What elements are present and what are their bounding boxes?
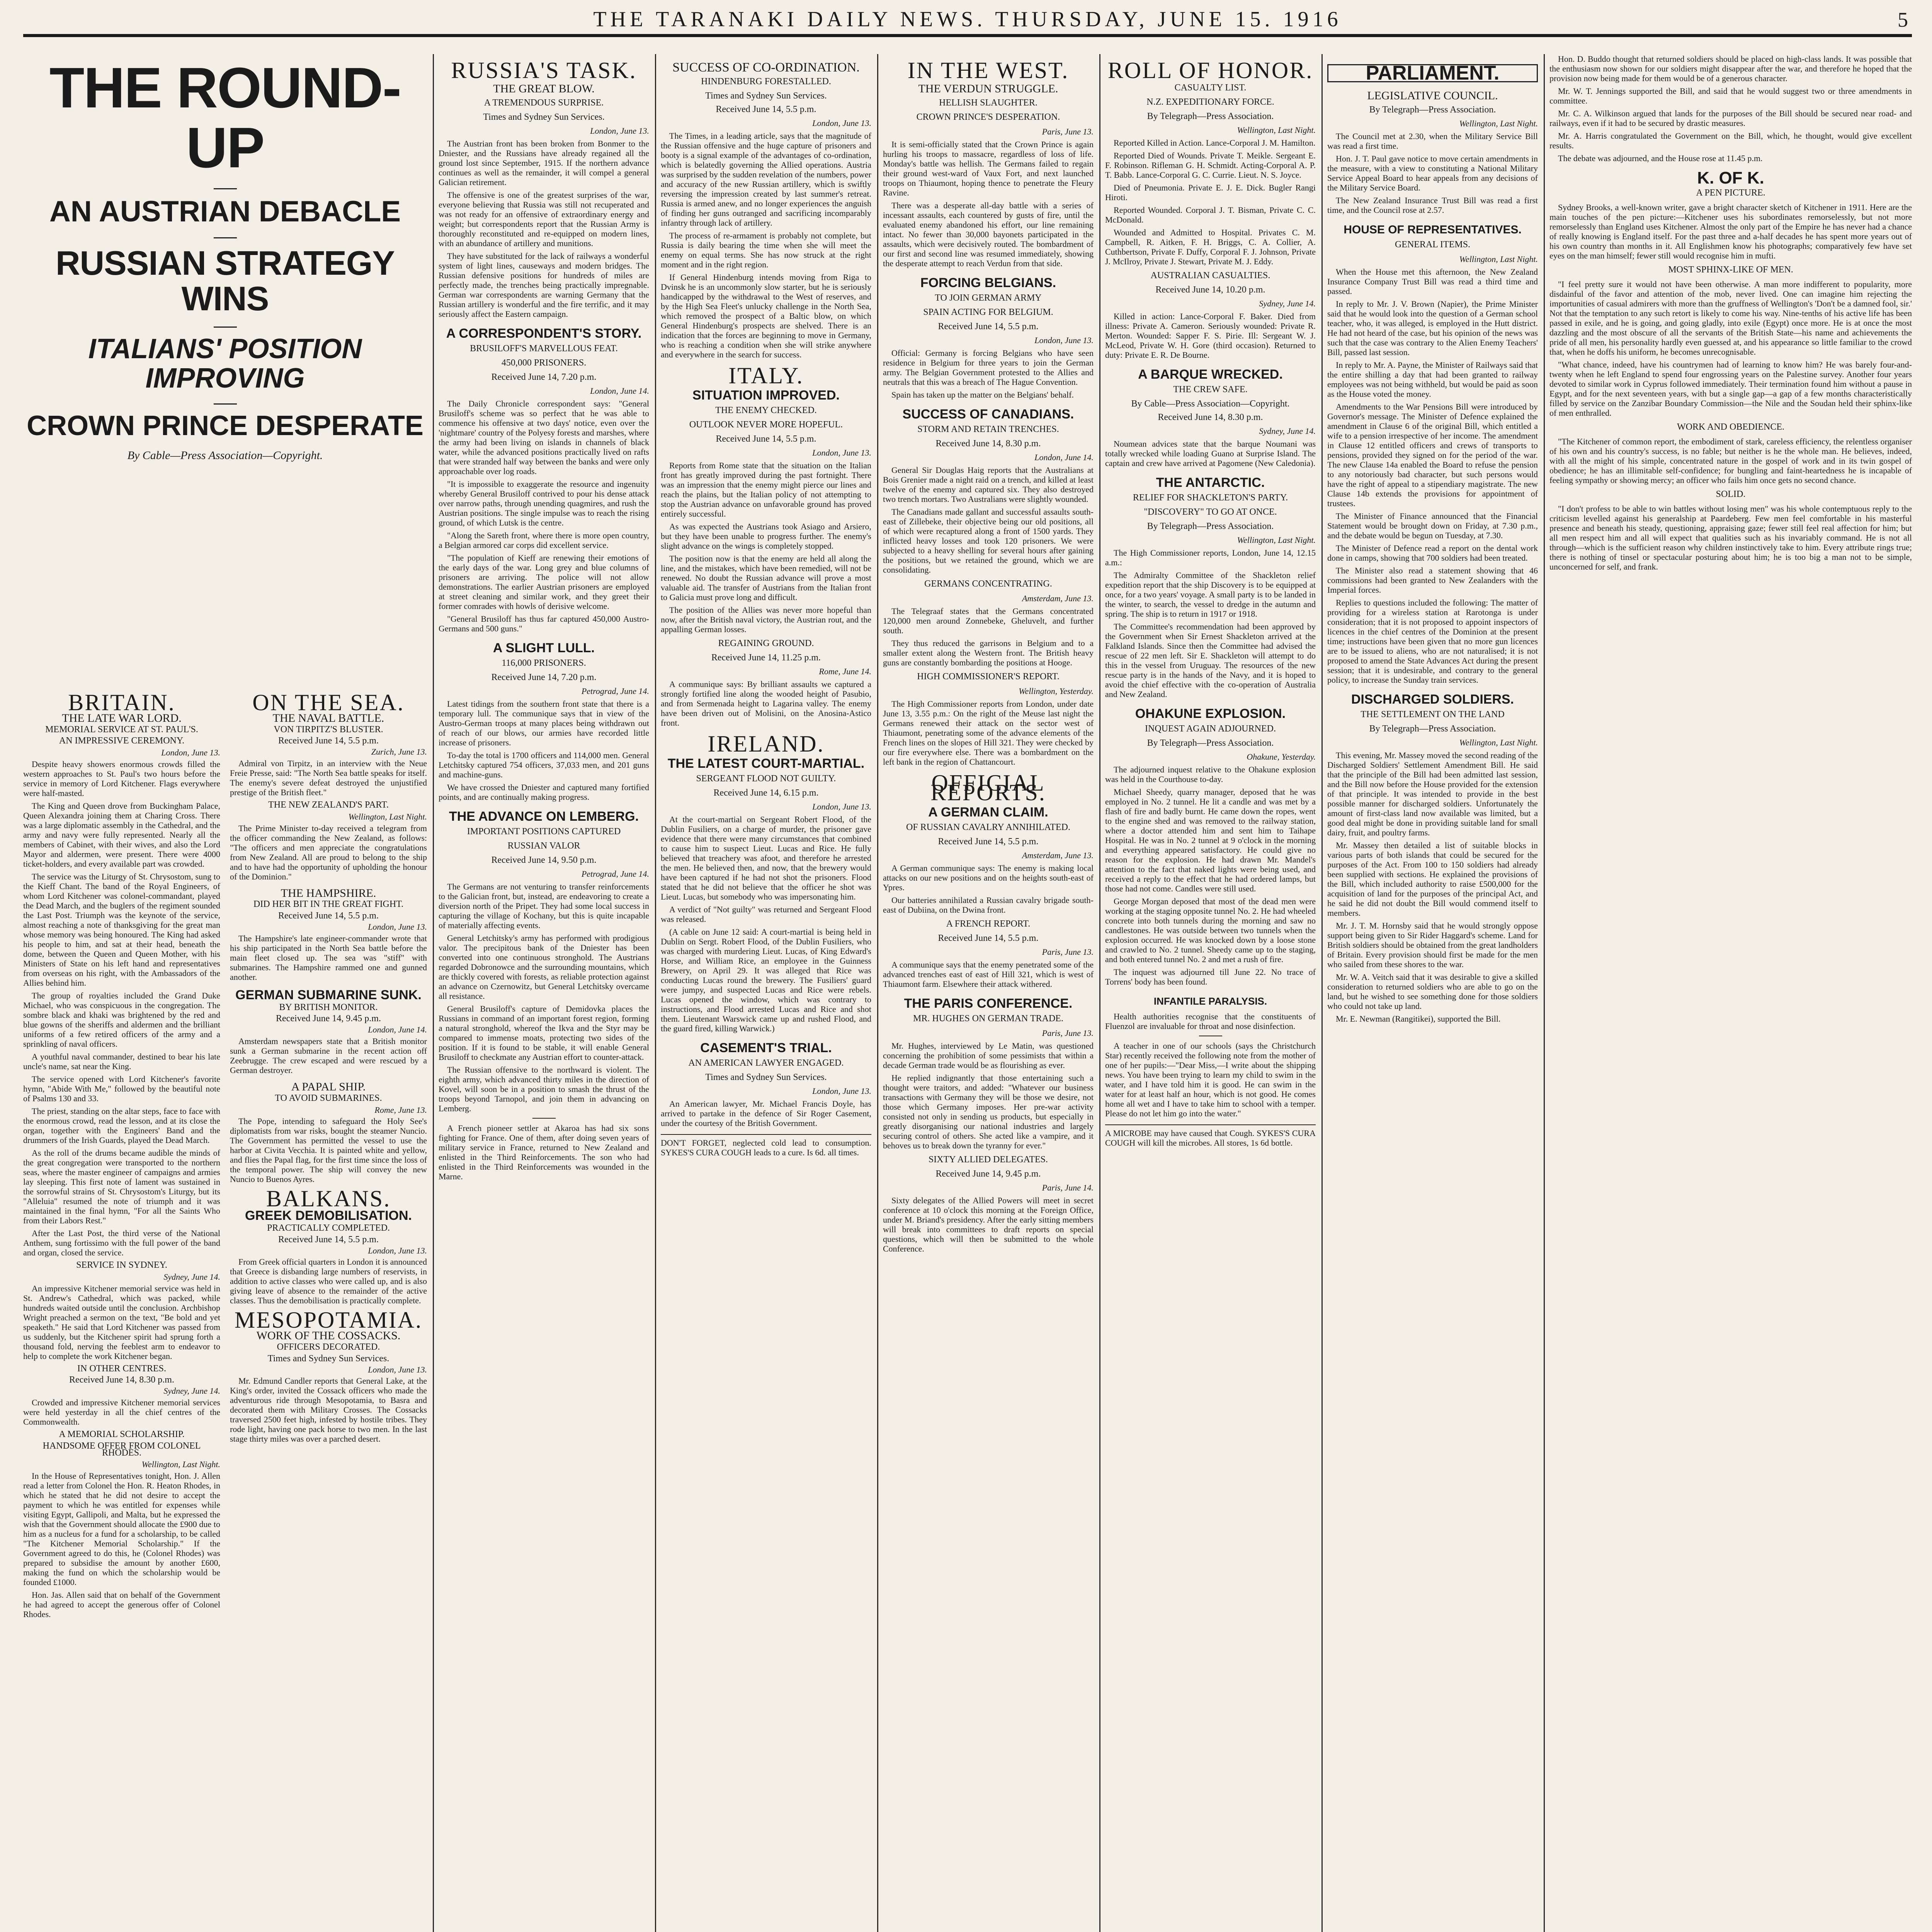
paragraph: The Prime Minister to-day received a telegram from the officer commanding the New Zealand, as follows: "The officers and men appreciate the congratulations from New Zealand. All are proud to belong to the ship and to have had the opportunity of upholding the honour of the Dominion."	[230, 823, 427, 881]
paragraph: Reported Wounded. Corporal J. T. Bisman, Private C. C. McDonald.	[1105, 205, 1316, 224]
paragraph: Wounded and Admitted to Hospital. Privates C. M. Campbell, R. Aitken, F. H. Briggs, C. A. Collier, A. Cuthbertson, Private F. Duffy, Corporal F. J. Johnson, Private J. McIlroy, Private J. Stewart, Private M. J. Eddy.	[1105, 228, 1316, 266]
paragraph: In reply to Mr. A. Payne, the Minister of Railways said that the entire shilling a day that had been granted to railway employees was not being withheld, but would be paid as soon as the House voted the money.	[1327, 360, 1538, 399]
dateline: London, June 13.	[161, 748, 220, 758]
section-ireland: IRELAND.	[707, 731, 825, 757]
dateline: Wellington, Last Night.	[1459, 254, 1538, 264]
paragraph: A teacher in one of our schools (says the Christchurch Star) recently received the following note from the mother of one of her pupils:—"Dear Miss,—I write about the shipping news. You have been trying to learn my child to swim in the water, and I have told him it is good. He can swim in the water for at least half an hour, which is not good. He comes home all wet and I have to take him to school with a temper. Please do not let him go into the water."	[1105, 1041, 1316, 1118]
on-the-sea-subcolumn	[230, 688, 427, 1447]
masthead	[23, 7, 1912, 37]
received-line: Times and Sydney Sun Services.	[483, 112, 605, 122]
paragraph: The service was the Liturgy of St. Chrysostom, sung to the Kieff Chant. The band of the Royal Engineers, of whom Lord Kitchener was colonel-commandant, played the Dead March, and the buglers of the regiment sounded the Last Post. Triumph was the keynote of the service, almost reaching a note of thanksgiving for the great man whose memory was being honoured. The King had asked his people to him, and sat at their head, beneath the dome, between the Queen and Queen Mother, with his Ministers of State on his left hand and representatives from overseas on his right, with the Ambassadors of the Allies behind him.	[23, 871, 220, 988]
paragraph: We have crossed the Dniester and captured many fortified points, and are continually making progress.	[439, 782, 649, 802]
paragraph: An impressive Kitchener memorial service was held in St. Andrew's Cathedral, which was packed, while hundreds waited outside until the conclusion. Archbishop Wright preached a sermon on the text, "Be bold and yet speaketh." He said that Lord Kitchener was passed from us suddenly, but the Kitchener spirit had sprung forth a thousand fold, nerving the feeblest arm to endeavor to help to complete the work Kitchener began.	[23, 1283, 220, 1361]
paragraph: Despite heavy showers enormous crowds filled the western approaches to St. Paul's two hours before the service in memory of Lord Kitchener. Flags everywhere were half-masted.	[23, 759, 220, 798]
sub-116000-prisoners: 116,000 PRISONERS.	[502, 658, 586, 668]
section-official-reports: OFFICIAL REPORTS.	[930, 770, 1046, 805]
paragraph: Admiral von Tirpitz, in an interview with the Neue Freie Presse, said: "The North Sea battle speaks for itself. The enemy's severe defeat destroyed the unjustified prestige of the British fleet."	[230, 758, 427, 797]
paragraph: This evening, Mr. Massey moved the second reading of the Discharged Soldiers' Settlement Amendment Bill. He said that the principle of the Bill had been admitted last session, and the Bill now before the House provided for the extension of that principle. It was intended to provide in the best possible manner for discharged soldiers. Unfortunately the amount of first-class land now available was limited, but a good deal might be done in providing suitable land for small dairy, fruit, and poultry farms.	[1327, 750, 1538, 837]
headline-round-up: THE ROUND-UP	[49, 56, 401, 180]
dateline: Paris, June 13.	[1042, 1028, 1094, 1038]
sub-verdun-struggle: THE VERDUN STRUGGLE.	[918, 82, 1058, 95]
paragraph: General Brusiloff's capture of Demidovka places the Russians in command of an important forest region, forming a natural stronghold, whereof the Ikva and the Styr may be compared to immense moats, protecting two sides of the position. If it is found to be stable, it will enable General Brusiloff to checkmate any Austrian effort to counter-attack.	[439, 1004, 649, 1062]
britain-subcolumn	[23, 688, 220, 1622]
dateline: Paris, June 13.	[1042, 947, 1094, 957]
sub-paris-conference: THE PARIS CONFERENCE.	[904, 996, 1073, 1011]
paragraph: After the Last Post, the third verse of the National Anthem, sung fortissimo with the full power of the band and organ, closed the service.	[23, 1228, 220, 1257]
paragraph: Reported Died of Wounds. Private T. Meikle. Sergeant E. F. Robinson. Rifleman G. H. Schmidt. Acting-Corporal A. P. T. Babb. Lance-Corporal G. C. Currie. Lieut. N. S. Joyce.	[1105, 151, 1316, 180]
sub-tremendous-surprise: A TREMENDOUS SURPRISE.	[484, 98, 604, 108]
paragraph: Crowded and impressive Kitchener memorial services were held yesterday in all the chief centres of the Commonwealth.	[23, 1397, 220, 1427]
paragraph: The Pope, intending to safeguard the Holy See's diplomatists from war risks, bought the steamer Nuncio. The Government has permitted the vessel to use the harbor at Civita Vecchia. It is painted white and yellow, and flies the Papal flag, for the first time since the loss of the temporal power. The ship will convey the new Nuncio to Buenos Ayres.	[230, 1116, 427, 1184]
dateline: Paris, June 13.	[1042, 127, 1094, 136]
received-line: Received June 14, 7.20 p.m.	[491, 672, 597, 682]
sub-important-positions: IMPORTANT POSITIONS CAPTURED	[467, 827, 621, 837]
paragraph: They have substituted for the lack of railways a wonderful system of light lines, causeways and modern bridges. The Russian defensive positions for hundreds of miles are perfectly made, the trenches being practically impregnable. German war correspondents are warning Germany that the Russian artillery is wonderful and the fire terrific, and it may seriously affect the Eastern campaign.	[439, 251, 649, 319]
section-in-the-west: IN THE WEST.	[907, 58, 1069, 83]
paragraph: The Austrian front has been broken from Bonmer to the Dniester, and the Russians have already regained all the ground lost since September, 1915. If the northern advance continues as well as the remainder, it will compel a general Galician retirement.	[439, 139, 649, 187]
paragraph: "The population of Kieff are renewing their emotions of the early days of the war. Long grey and blue columns of prisoners are arriving. The police will not allow demonstrations. The earlier Austrian prisoners are employed at street cleaning and similar work, and they greet their former comrades with howls of derisive welcome.	[439, 553, 649, 611]
dateline: London, June 14.	[368, 1025, 427, 1035]
sub-situation-improved: SITUATION IMPROVED.	[692, 388, 840, 403]
received-line: By Telegraph—Press Association.	[1147, 738, 1274, 748]
sub-russian-cavalry: OF RUSSIAN CAVALRY ANNIHILATED.	[906, 822, 1070, 832]
paragraph: The Minister also read a statement showing that 46 commissions had been granted to New Zealanders with the Imperial forces.	[1327, 566, 1538, 595]
paragraph: (A cable on June 12 said: A court-martial is being held in Dublin on Sergt. Robert Flood, of the Dublin Fusiliers, who was charged with murdering Lieut. Lucas, of King Edward's Horse, and William Rice, an employee in the Guinness Brewery, on April 29. It was alleged that Rice was conducting Lucas round the brewery. The Fusiliers' guard were jumpy, and suspected Lucas and Rice were rebels. Lucas opened the window, which was contrary to instructions, and Flood arrested Lucas and Rice and shot them. Lieutenant Warswick came up and rushed Flood, and the guard fired, killing Warwick.)	[661, 927, 871, 1033]
sub-sphinx-like: MOST SPHINX-LIKE OF MEN.	[1668, 265, 1793, 275]
sub-memorial-scholarship: A MEMORIAL SCHOLARSHIP.	[59, 1429, 185, 1439]
sub-pen-picture: A PEN PICTURE.	[1696, 188, 1765, 198]
column-1	[23, 54, 427, 1932]
received-line: By Cable—Press Association—Copyright.	[1131, 399, 1290, 409]
sub-practically-completed: PRACTICALLY COMPLETED.	[267, 1223, 390, 1233]
sub-impressive-ceremony: AN IMPRESSIVE CEREMONY.	[59, 736, 185, 746]
received-line: Received June 14, 8.30 p.m.	[69, 1375, 174, 1385]
paragraph: The group of royalties included the Grand Duke Michael, who was conspicuous in the congregation. The sombre black and khaki was brightened by the red and blue gowns of the sheriffs and aldermen and the brilliant uniforms of a few retired officers of the army and a sprinkling of naval officers.	[23, 990, 220, 1049]
sub-relief-shackleton: RELIEF FOR SHACKLETON'S PARTY.	[1133, 493, 1288, 503]
paragraph: Hon. D. Buddo thought that returned soldiers should be placed on high-class lands. It was possible that the enthusiasm now shown for our soldiers might disappear after the war, and therefore he hoped that the provision now being made for them would be of a generous character.	[1549, 54, 1912, 83]
sub-infantile-paralysis: INFANTILE PARALYSIS.	[1153, 995, 1267, 1007]
section-co-ordination: SUCCESS OF CO-ORDINATION.	[672, 60, 860, 75]
paragraph: A communique says: By brilliant assaults we captured a strongly fortified line along the wooded height of Pasubio, and from Sermenada height to Lagarina valley. The enemy have been driven out of Molisini, on the Anosina-Astico front.	[661, 679, 871, 728]
dateline: Wellington, Yesterday.	[1019, 686, 1094, 696]
paragraph: "I feel pretty sure it would not have been otherwise. A man more indifferent to popularity, more disdainful of the favor and attention of the mob, never lived. One can imagine him rejecting the importunities of casual admirers with more than the gruffness of Wellington's 'Don't be a damned fool, sir.' Not that the temptation to any such retort is likely to come his way. Nine-tenths of his active life has been passed in exile, and he is going, and going gladly, into exile (Egypt) once more. He is at once the most dazzling and the most obscure of all the servants of the British State—his name and achievements the pride of all men, his personality hardly even guessed at, and his appearance so little familiar to the crowd that, when he doffs his uniform, he becomes unrecognisable.	[1549, 279, 1912, 357]
sub-storm-trenches: STORM AND RETAIN TRENCHES.	[917, 424, 1059, 434]
dateline: London, June 13.	[368, 922, 427, 932]
dateline: Ohakune, Yesterday.	[1247, 752, 1316, 762]
dateline: London, June 13.	[812, 1086, 871, 1096]
paragraph: Reported Killed in Action. Lance-Corporal J. M. Hamilton.	[1114, 138, 1316, 148]
column-co-ordination	[661, 54, 871, 1932]
paragraph: The Minister of Defence read a report on the dental work done in camps, showing that 700 soldiers had been treated.	[1327, 543, 1538, 563]
column-rule	[1099, 54, 1100, 1932]
column-k-of-k	[1549, 54, 1912, 1932]
paragraph: General Letchitsky's army has performed with prodigious valor. The precipitous bank of the Dniester has been converted into one continuous stronghold. The Austrians regarded Dobronowce and the surrounding mountains, which are thickly covered with forests, as reliable protection against an advance on Czernowitz, but General Letchitsky overcame all resistance.	[439, 933, 649, 1001]
received-line: Received June 14, 11.25 p.m.	[711, 653, 821, 663]
dateline: Amsterdam, June 13.	[1022, 594, 1094, 603]
paragraph: From Greek official quarters in London it is announced that Greece is disbanding large numbers of reservists, in addition to active classes who were called up, and is also giving leave of absence to the remainder of the active classes. Thus the demobilisation is practically complete.	[230, 1257, 427, 1306]
sub-sergeant-flood: SERGEANT FLOOD NOT GUILTY.	[696, 774, 836, 784]
paragraph: To-day the total is 1700 officers and 114,000 men. General Letchitsky captured 754 officers, 37,033 men, and 201 guns and machine-guns.	[439, 750, 649, 779]
sub-great-blow: THE GREAT BLOW.	[493, 82, 595, 95]
paragraph: The Admiralty Committee of the Shackleton relief expedition report that the ship Discovery is to be equipped at once, for a two years' voyage. A small party is to be landed in the winter, to search, the vessel to dredge in the autumn and spring. The ship is to return in 1917 or 1918.	[1105, 570, 1316, 619]
dateline: Rome, June 14.	[819, 667, 871, 676]
paragraph: Mr. J. T. M. Hornsby said that he would strongly oppose support being given to Sir Rider Haggard's scheme. Land for British soldiers should be obtained from the great landholders of Britain. Every provision should first be made for the men who sailed from these shores to the war.	[1327, 921, 1538, 969]
sub-russian-valor: RUSSIAN VALOR	[507, 841, 580, 851]
dateline: London, June 13.	[812, 802, 871, 811]
dateline: London, June 13.	[368, 1364, 427, 1374]
paragraph: Amendments to the War Pensions Bill were introduced by Governor's message. The Minister of Defence explained the amendment in Clause 6 of the original Bill, which entitled a wife to a pension irrespective of her income. The amendment in Clause 12 entitled officers and crews of transports to pensions, provided they signed on for the period of the war. The new Clause 14a enabled the Board to refuse the pension to any notoriously bad character, but such persons would have the right of appeal to a stipendiary magistrate. The new Clause 14b extends the provisions for appointment of trustees.	[1327, 402, 1538, 508]
sub-join-german-army: TO JOIN GERMAN ARMY	[935, 293, 1042, 303]
received-line: Received June 14, 5.5 p.m.	[716, 104, 816, 114]
sub-outlook: OUTLOOK NEVER MORE HOPEFUL.	[689, 420, 843, 430]
received-line: By Telegraph—Press Association.	[1369, 724, 1496, 734]
sub-australian-casualties: AUSTRALIAN CASUALTIES.	[1150, 270, 1270, 281]
dateline: Petrograd, June 14.	[581, 686, 649, 696]
paragraph: The Minister of Finance announced that the Financial Statement would be brought down on Friday, at 7.30 p.m., and the debate would be begun on Tuesday, at 7.30.	[1327, 511, 1538, 540]
column-rule	[1321, 54, 1323, 1932]
sub-work-obedience: WORK AND OBEDIENCE.	[1677, 422, 1784, 432]
received-line: Received June 14, 9.45 p.m.	[276, 1014, 381, 1024]
column-rule	[433, 54, 434, 1932]
sub-general-items: GENERAL ITEMS.	[1395, 240, 1471, 250]
received-line: Times and Sydney Sun Services.	[267, 1353, 389, 1364]
received-line: Received June 14, 5.5 p.m.	[938, 837, 1039, 847]
paragraph: At the court-martial on Sergeant Robert Flood, of the Dublin Fusiliers, on a charge of murder, the prisoner gave evidence that there were many circumstances that combined to cause him to suspect Lieut. Lucas and Rice. He fully believed that treachery was afoot, and therefore he arrested the men. He believed then, and now, that the brewery would have been captured if he had not shot the prisoners. Flood stated that he did not believe that the officer he shot was Lieut. Lucas, but somebody who was impersonating him.	[661, 815, 871, 901]
paragraph: The New Zealand Insurance Trust Bill was read a first time, and the Council rose at 2.57.	[1327, 196, 1538, 215]
sub-brusiloff-feat: BRUSILOFF'S MARVELLOUS FEAT.	[470, 344, 618, 354]
sub-solid: SOLID.	[1716, 489, 1746, 499]
paragraph: The inquest was adjourned till June 22. No trace of Torrens' body has been found.	[1105, 967, 1316, 986]
sub-settlement-land: THE SETTLEMENT ON THE LAND	[1361, 709, 1505, 719]
paragraph: Mr. Edmund Candler reports that General Lake, at the King's order, invited the Cossack officers who made the adventurous ride through Mesopotamia, to Basra and decorated them with Military Crosses. The Cossacks traversed 2500 feet high, infested by hostile tribes. They rode light, having one pack horse to two men. In the last stage thirty miles was over a parched desert.	[230, 1376, 427, 1444]
sub-spain-acting: SPAIN ACTING FOR BELGIUM.	[923, 307, 1053, 317]
sub-court-martial: THE LATEST COURT-MARTIAL.	[667, 756, 865, 771]
sub-450000-prisoners: 450,000 PRISONERS.	[501, 358, 587, 368]
paragraph: The Committee's recommendation had been approved by the Government when Sir Ernest Shackleton arrived at the Falkland Islands. Since then the Committee had advised the rescue of 22 men left. Sir E. Shackleton will attempt to do this in the vessel from Uruguay. The resources of the new rescue party is in the hands of the Navy, and it is hoped to avoid the chief effective with the co-operation of Australia and New Zealand.	[1105, 622, 1316, 699]
paragraph: Mr. A. Harris congratulated the Government on the Bill, which, he thought, would give excellent results.	[1549, 131, 1912, 150]
received-line: Received June 14, 8.30 p.m.	[935, 439, 1041, 449]
paragraph: "What chance, indeed, have his countrymen had of learning to know him? He was barely four-and-twenty when he left England to spend four engrossing years on the Palestine survey. Another four years devoted to similar work in Cyprus followed immediately. Their termination found him without a pause in Egypt, and for the next seventeen years, with but a single gap—a gap of a few months characteristically filled by service on the Zanzibar Boundary Commission—the Nile and the Soudan held their sphinx-like of men enthralled.	[1549, 360, 1912, 418]
received-line: Received June 14, 10.20 p.m.	[1155, 285, 1265, 295]
dateline: Sydney, June 14.	[163, 1386, 220, 1396]
received-line: Received June 14, 8.30 p.m.	[1158, 412, 1263, 422]
sub-hughes-trade: MR. HUGHES ON GERMAN TRADE.	[913, 1014, 1063, 1024]
paragraph: Mr. C. A. Wilkinson argued that lands for the purposes of the Bill should be secured near road- and railways, even if it had to be secured by drastic measures.	[1549, 109, 1912, 128]
dateline: London, June 13.	[812, 448, 871, 457]
paragraph: The debate was adjourned, and the House rose at 11.45 p.m.	[1558, 153, 1763, 163]
paragraph: It is semi-officially stated that the Crown Prince is again hurling his troops to massacre, regardless of loss of life. Monday's battle was hellish. The Germans failed to regain their ground west-ward of Vaux Fort, and next launched troops on Thiaumont, hoping thence to penetrate the Fleury Ravine.	[883, 139, 1094, 197]
paragraph: General Sir Douglas Haig reports that the Australians at Bois Grenier made a night raid on a trench, and killed at least twelve of the enemy and captured six. They also destroyed two trench mortars. Two Australians were slightly wounded.	[883, 465, 1094, 504]
paragraph: A German communique says: The enemy is making local attacks on our new positions and on the heights south-east of Ypres.	[883, 863, 1094, 892]
paragraph: Official: Germany is forcing Belgians who have seen residence in Belgium for three years to join the German army. The Belgian Government protested to the Allies and neutrals that this was a breach of The Hague Convention.	[883, 348, 1094, 387]
sub-greek-demobilisation: GREEK DEMOBILISATION.	[245, 1208, 412, 1223]
sub-did-her-bit: DID HER BIT IN THE GREAT FIGHT.	[253, 899, 404, 910]
sub-british-monitor: BY BRITISH MONITOR.	[279, 1002, 378, 1012]
received-line: Received June 14, 5.5 p.m.	[938, 933, 1039, 943]
paragraph: George Morgan deposed that most of the dead men were working at the staging opposite tunnel No. 2. He had wheeled concrete into both tunnels during the morning and saw no candlestones. He was outside between two tunnels when the explosion occurred. He was knocked down by a loose stone and crawled to No. 2 tunnel. Sheedy came up to the staging, and both entered tunnel No. 2 and met a rush of fire.	[1105, 896, 1316, 964]
sub-enemy-checked: THE ENEMY CHECKED.	[715, 405, 817, 415]
dateline: Wellington, Last Night.	[1459, 738, 1538, 747]
sub-german-claim: A GERMAN CLAIM.	[928, 805, 1048, 820]
sub-american-lawyer: AN AMERICAN LAWYER ENGAGED.	[688, 1058, 844, 1068]
sub-hampshire: THE HAMPSHIRE.	[281, 886, 376, 900]
sub-officers-decorated: OFFICERS DECORATED.	[277, 1342, 380, 1352]
sub-crew-safe: THE CREW SAFE.	[1173, 384, 1248, 395]
section-antarctic: THE ANTARCTIC.	[1156, 475, 1265, 490]
section-k-of-k: K. OF K.	[1697, 168, 1764, 187]
received-line: Received June 14, 5.5 p.m.	[716, 434, 816, 444]
sub-germans-concentrating: GERMANS CONCENTRATING.	[924, 579, 1052, 589]
masthead-title: THE TARANAKI DAILY NEWS. THURSDAY, JUNE 15. 1916	[593, 7, 1342, 31]
paragraph: A communique says that the enemy penetrated some of the advanced trenches east of east of Hill 321, which is west of Thiaumont farm. Elsewhere their attack withered.	[883, 960, 1094, 989]
dateline: London, June 14.	[1034, 452, 1094, 462]
dateline: Sydney, June 14.	[1259, 299, 1316, 308]
section-russias-task: RUSSIA'S TASK.	[451, 58, 637, 83]
paragraph: The King and Queen drove from Buckingham Palace, Queen Alexandra joining them at Charing Cross. There was a large diplomatic assembly in the Cathedral, and the army and navy were fully represented. Nearly all the members of Cabinet, with their wives, and also the Lord Mayor and aldermen, were present. There were 4000 ticket-holders, and every available part was crowded.	[23, 801, 220, 869]
column-rule	[655, 54, 656, 1932]
paragraph: As was expected the Austrians took Asiago and Arsiero, but they have been unable to progress further. The enemy's slight advance on the wings is completely stopped.	[661, 522, 871, 551]
dateline: Wellington, Last Night.	[1459, 119, 1538, 128]
sub-other-centres: IN OTHER CENTRES.	[77, 1363, 166, 1374]
dateline: Sydney, June 14.	[163, 1272, 220, 1282]
dateline: Rome, June 13.	[374, 1105, 427, 1115]
section-balkans: BALKANS.	[266, 1186, 391, 1212]
paragraph: The Hampshire's late engineer-commander wrote that his ship participated in the North Sea battle before the main fleet closed up. The sea was "stiff" with submarines. The Hampshire rammed one and gunned another.	[230, 933, 427, 982]
paragraph: The service opened with Lord Kitchener's favorite hymn, "Abide With Me," followed by the beautiful note of Psalms 130 and 33.	[23, 1074, 220, 1103]
paragraph: A verdict of "Not guilty" was returned and Sergeant Flood was released.	[661, 905, 871, 924]
paragraph: The Canadians made gallant and successful assaults south-east of Zillebeke, their objective being our old positions, all of which were recaptured along a front of 1500 yards. They inflicted heavy losses and took 120 prisoners. We were subjected to a heavy shelling for several hours after gaining the positions, but we retained the ground, which we are consolidating.	[883, 507, 1094, 575]
section-roll-of-honor: ROLL OF HONOR.	[1107, 58, 1313, 83]
paragraph: "I don't profess to be able to win battles without losing men" was his whole contemptuous reply to the criticism levelled against his generalship at Paardeberg. Few men feel comfortable in his masterful presence and beneath his steady, questioning, appraising gaze; fewer still feel real affection for him; but all men respect him and all will expect that qualities such as his invariably command. He is not all through—which is the sufficient reason why children instinctively take to him. Every attribute rings true; there is nothing of tinsel or spectacular posturing about him; he is too big a man not to be simple, unconcerned for self, and frank.	[1549, 504, 1912, 571]
paragraph: Health authorities recognise that the constituents of Fluenzol are invaluable for throat and nose disinfection.	[1105, 1012, 1316, 1031]
sub-casements-trial: CASEMENT'S TRIAL.	[700, 1041, 832, 1055]
section-house-of-representatives: HOUSE OF REPRESENTATIVES.	[1344, 223, 1522, 236]
paragraph: There was a desperate all-day battle with a series of incessant assaults, each countered by gusts of fire, until the evaluated enemy abandoned his effort, our line remaining intact. No fewer than 30,000 bayonets participated in the assaults, which were decisively routed. The bombardment of our first and second line was resumed immediately, showing the desperate attempt to reach Verdun from that side.	[883, 201, 1094, 268]
paragraph: Hon. J. T. Paul gave notice to move certain amendments in the measure, with a view to constituting a National Military Service Appeal Board to hear appeals from any decisions of the Military Service Board.	[1327, 154, 1538, 192]
paragraph: Died of Pneumonia. Private E. J. E. Dick. Bugler Rangi Hiroti.	[1105, 183, 1316, 202]
paragraph: When the House met this afternoon, the New Zealand Insurance Company Trust Bill was read a third time and passed.	[1327, 267, 1538, 296]
dateline: London, June 14.	[590, 386, 649, 396]
sub-legislative-council: LEGISLATIVE COUNCIL.	[1367, 89, 1498, 102]
sub-correspondents-story: A CORRESPONDENT'S STORY.	[446, 326, 642, 341]
received-line: Times and Sydney Sun Services.	[705, 1072, 827, 1082]
dateline: Wellington, Last Night.	[348, 811, 427, 821]
received-line: By Telegraph—Press Association.	[1147, 521, 1274, 531]
section-italy: ITALY.	[728, 363, 804, 388]
section-on-the-sea: ON THE SEA.	[252, 690, 405, 715]
sub-barque-wrecked: A BARQUE WRECKED.	[1138, 367, 1283, 382]
paragraph: A French pioneer settler at Akaroa has had six sons fighting for France. One of them, after doing seven years of military service in France, returned to New Zealand and enlisted in the Third Reinforcements. The son who had enlisted in the Third Reinforcements was wounded in the Marne.	[439, 1123, 649, 1181]
paragraph: The priest, standing on the altar steps, face to face with the enormous crowd, read the lesson, and at its close the organ, together with the Engineers' Band and the drummers of the Irish Guards, played the Dead March.	[23, 1106, 220, 1145]
sub-late-war-lord: THE LATE WAR LORD.	[62, 711, 182, 724]
sub-cossacks: WORK OF THE COSSACKS.	[256, 1329, 401, 1342]
received-line: By Telegraph—Press Association.	[1147, 111, 1274, 121]
section-discharged-soldiers: DISCHARGED SOLDIERS.	[1351, 692, 1514, 707]
section-mesopotamia: MESOPOTAMIA.	[234, 1307, 423, 1333]
sub-colonel-rhodes: HANDSOME OFFER FROM COLONEL RHODES.	[43, 1440, 201, 1458]
paragraph: The Times, in a leading article, says that the magnitude of the Russian offensive and the huge capture of prisoners and booty is a signal example of the advantages of co-ordination, which is belatedly governing the Allied operations. Austria was surprised by the sudden revelation of the numbers, power and accuracy of the new Russian artillery, which is swiftly reversing the impression created by last summer's retreat. Russia is armed anew, and no longer experiences the anguish of finding her guns outranged and sacrificing incomparably infantry through lack of artillery.	[661, 131, 871, 228]
section-ohakune-explosion: OHAKUNE EXPLOSION.	[1135, 706, 1286, 721]
received-line: Received June 14, 5.5 p.m.	[938, 321, 1039, 332]
dateline: Petrograd, June 14.	[581, 869, 649, 879]
paragraph: They thus reduced the garrisons in Belgium and to a smaller extent along the Western front. The British heavy guns are constantly bombarding the positions at Hooge.	[883, 638, 1094, 667]
column-roll-of-honor	[1105, 54, 1316, 1932]
paragraph: Sixty delegates of the Allied Powers will meet in secret conference at 10 o'clock this morning at the Foreign Office, under M. Briand's presidency. After the early sitting members will break into committees to draft reports on special questions, which will then be submitted to the whole Conference.	[883, 1196, 1094, 1253]
sub-french-report: A FRENCH REPORT.	[946, 919, 1031, 929]
received-line: Received June 14, 6.15 p.m.	[713, 788, 819, 798]
paragraph: The High Commissioner reports from London, under date June 13, 3.55 p.m.: On the right of the Meuse last night the Germans renewed their attack on the sector west of Thiaumont, penetrating some of the advance elements of the French lines on the slopes of Hill 321. They were checked by our fire everywhere else. There was a bombardment on the left bank in the region of Chattancourt.	[883, 699, 1094, 767]
paragraph: "General Brusiloff has thus far captured 450,000 Austro-Germans and 500 guns."	[439, 614, 649, 633]
headline-crown-prince: CROWN PRINCE DESPERATE	[27, 410, 423, 441]
column-rule	[877, 54, 878, 1932]
paragraph: As the roll of the drums became audible the minds of the great congregation were transported to the northern seas, where the master engineer of campaigns and armies lay sleeping. This first note of lament was sustained in the sorrowful strains of St. Chrysostom's Liturgy, but its "Alleluia" resumed the note of triumph and it was maintained in the final hymn, "For all the Saints Who from their Labors Rest."	[23, 1148, 220, 1225]
received-line: Received June 14, 9.45 p.m.	[935, 1169, 1041, 1179]
page-number: 5	[1898, 8, 1908, 31]
paragraph: "It is impossible to exaggerate the resource and ingenuity whereby General Brusiloff contrived to pour his dense attack over narrow paths, through unending quagmires, and rush the Austrian positions. The single impulse was to reach the rising ground, of which Lutsk is the centre.	[439, 479, 649, 527]
dateline: London, June 13.	[590, 126, 649, 136]
paragraph: "Along the Sareth front, where there is more open country, a Belgian armored car corps did excellent service.	[439, 531, 649, 550]
paragraph: The Daily Chronicle correspondent says: "General Brusiloff's scheme was so perfect that he was able to commence his offensive at two days' notice, even over the 'nightmare' country of the Polyesy forests and marshes, where the army had been living on islands in channels of black water, while the advanced positions practically lived on rafts that were stranded half way between the banks and were only approachable over log roads.	[439, 399, 649, 476]
paragraph: Mr. Hughes, interviewed by Le Matin, was questioned concerning the prohibition of some pessimists that within a decade German trade would be as flourishing as ever.	[883, 1041, 1094, 1070]
dateline: Amsterdam, June 13.	[1022, 850, 1094, 860]
paragraph: Reports from Rome state that the situation on the Italian front has greatly improved during the past fortnight. There was an impression that the enemy might pierce our lines and reach the plains, but the Italian policy of not attempting to stop the Austrian advance on unfavorable ground has proved entirely successful.	[661, 461, 871, 519]
sub-crown-prince: CROWN PRINCE'S DESPERATION.	[916, 112, 1060, 122]
paragraph: Killed in action: Lance-Corporal F. Baker. Died from illness: Private A. Cameron. Seriously wounded: Private R. Merton. Wounded: Sapper F. S. Pirie. Ill: Sergeant W. J. McLeod, Private W. H. Gore (third occasion). Returned to duty: Private E. R. De Bourne.	[1105, 311, 1316, 360]
paragraph: In the House of Representatives tonight, Hon. J. Allen read a letter from Colonel the Hon. R. Heaton Rhodes, in which he stated that he did not desire to accept the payment to which he was entitled for expenses while visiting Egypt, Gallipoli, and Malta, but he expressed the wish that the Government should allocate the £900 due to him as a nucleus for a fund for a scholarship, to be called "The Kitchener Memorial Scholarship." If the Government agreed to do this, he (Colonel Rhodes) was prepared to subsidise the amount by another £600, making the fund on which the scholarship would be founded £1000.	[23, 1471, 220, 1587]
sub-hindenburg: HINDENBURG FORESTALLED.	[701, 77, 831, 87]
paragraph: The High Commissioner reports, London, June 14, 12.15 a.m.:	[1105, 548, 1316, 567]
sub-service-sydney: SERVICE IN SYDNEY.	[76, 1260, 167, 1270]
paragraph: Mr. W. T. Jennings supported the Bill, and said that he would suggest two or three amendments in committee.	[1549, 86, 1912, 105]
sub-success-canadians: SUCCESS OF CANADIANS.	[902, 407, 1074, 422]
sub-regaining-ground: REGAINING GROUND.	[718, 638, 814, 648]
paragraph: Amsterdam newspapers state that a British monitor sunk a German submarine in the recent action off Zeebrugge. The crew escaped and were rescued by a German destroyer.	[230, 1036, 427, 1075]
paragraph: Mr. W. A. Veitch said that it was desirable to give a skilled consideration to returned soldiers who are able to go on the land, but he wished to see something done for those soldiers who could not take up land.	[1327, 972, 1538, 1011]
paragraph: The position of the Allies was never more hopeful than now, after the British naval victory, the Austrian rout, and the appalling German losses.	[661, 605, 871, 634]
sub-german-submarine: GERMAN SUBMARINE SUNK.	[235, 987, 422, 1002]
dateline: Sydney, June 14.	[1259, 426, 1316, 436]
received-line: Received June 14, 7.20 p.m.	[491, 372, 597, 382]
paragraph: The adjourned inquest relative to the Ohakune explosion was held in the Courthouse to-day.	[1105, 765, 1316, 784]
received-line: By Telegraph—Press Association.	[1369, 105, 1496, 115]
sub-discovery: "DISCOVERY" TO GO AT ONCE.	[1144, 507, 1277, 517]
paragraph: Noumean advices state that the barque Noumani was totally wrecked while loading Guano at Surprise Island. The captain and crew have arrived at Pagomene (New Caledonia).	[1105, 439, 1316, 468]
dateline: Wellington, Last Night.	[1237, 125, 1316, 135]
column-russias-task	[439, 54, 649, 1932]
paragraph: The position now is that the enemy are held all along the line, and the mistakes, which have been remedied, will not be renewed. No doubt the Russian advance will prove a most valuable aid. The transfer of Austrians from the Italian front to Galicia must prove long and difficult.	[661, 554, 871, 602]
dateline: Paris, June 14.	[1042, 1183, 1094, 1192]
dateline: Wellington, Last Night.	[1237, 535, 1316, 545]
dateline: Wellington, Last Night.	[141, 1459, 220, 1469]
sub-hellish-slaughter: HELLISH SLAUGHTER.	[939, 98, 1037, 108]
sub-von-tirpitz: VON TIRPITZ'S BLUSTER.	[274, 724, 383, 735]
sub-slight-lull: A SLIGHT LULL.	[493, 641, 595, 655]
sub-high-commissioner: HIGH COMMISSIONER'S REPORT.	[917, 672, 1060, 682]
paragraph: The Council met at 2.30, when the Military Service Bill was read a first time.	[1327, 131, 1538, 151]
paragraph: He replied indignantly that those entertaining such a thought were traitors, and added: "Whatever our business transactions with Germany they will be those we desire, not those which Germany imposes. Her pre-war activity consisted not only in sending us products, but especially in greatly disorganising our national industries and largely securing control of others. She acted like a vampire, and it behoves us to break down the tyranny for ever."	[883, 1073, 1094, 1150]
paragraph: The process of re-armament is probably not complete, but Russia is daily bearing the time when she will meet the enemy on equal terms. She has now struck at the right moment and in the right region.	[661, 231, 871, 269]
paragraph: The Germans are not venturing to transfer reinforcements to the Galician front, but, instead, are endeavoring to create a diversion north of the Pripet. They had some local success in capturing the village of Kochany, but this is quite incapable of materially affecting events.	[439, 882, 649, 930]
paragraph: Spain has taken up the matter on the Belgians' behalf.	[891, 390, 1074, 400]
paragraph: Mr. E. Newman (Rangitikei), supported the Bill.	[1336, 1014, 1501, 1024]
paragraph: Our batteries annihilated a Russian cavalry brigade south-east of Dubiina, on the Dwina front.	[883, 895, 1094, 915]
advertisement-cura-cough: DON'T FORGET, neglected cold lead to consumption. SYKES'S CURA COUGH leads to a cure. Is 6d. all times.	[661, 1134, 871, 1157]
paragraph: The offensive is one of the greatest surprises of the war, everyone believing that Russia was still not recuperated and was not ready for an offensive of extraordinary energy and weight; but correspondents report that the Russian Army is thoroughly reconstituted and re-equipped on modern lines, with an abundance of artillery and munitions.	[439, 190, 649, 248]
column-rule	[1544, 54, 1545, 1932]
paragraph: Hon. Jas. Allen said that on behalf of the Government he had agreed to accept the generous offer of Colonel Rhodes.	[23, 1590, 220, 1619]
received-line: Received June 14, 5.5 p.m.	[278, 736, 379, 746]
sub-new-zealands-part: THE NEW ZEALAND'S PART.	[268, 799, 389, 810]
paragraph: An American lawyer, Mr. Michael Francis Doyle, has arrived to partake in the defence of Sir Roger Casement, under the courtesy of the British Government.	[661, 1099, 871, 1128]
received-line: Received June 14, 5.5 p.m.	[278, 911, 379, 921]
column-parliament	[1327, 54, 1538, 1932]
dateline: Zurich, June 13.	[371, 747, 427, 757]
paragraph: In reply to Mr. J. V. Brown (Napier), the Prime Minister said that he would look into the question of a German school teacher, who, it was alleged, is employed in the Hutt district. He had not heard of the case, but his opinion of the news was such that the case was contrary to the Alien Enemy Teachers' Bill, passed last session.	[1327, 299, 1538, 357]
dateline: London, June 13.	[1034, 335, 1094, 345]
sub-sixty-delegates: SIXTY ALLIED DELEGATES.	[928, 1155, 1048, 1165]
sub-nzef: N.Z. EXPEDITIONARY FORCE.	[1146, 97, 1274, 107]
sub-casualty-list: CASUALTY LIST.	[1174, 83, 1247, 93]
dateline: London, June 13.	[812, 118, 871, 128]
paragraph: Mr. Massey then detailed a list of suitable blocks in various parts of both islands that could be secured for the purposes of the Act. From 100 to 150 soldiers had already been supplied with sections. He explained the provisions of the Bill, which included authority to raise £500,000 for the acquisition of land for the purposes of the principal Act, and he said he did not doubt the Bill would commend itself to members.	[1327, 840, 1538, 918]
dateline: London, June 13.	[368, 1245, 427, 1255]
paragraph: Sydney Brooks, a well-known writer, gave a bright character sketch of Kitchener in 1911. Here are the main touches of the pen picture:—Kitchener uses his subordinates remorselessly, but not more remorselessly than England uses Kitchener. Almost the only part of the Empire he has never had a chance of really knowing is England itself. For the past three and a-half decades he has spent more years out of his own country than months in it. All Englishmen know his photographs; comparatively few have set eyes on the man himself; fewer still would recognise him in mufti.	[1549, 202, 1912, 260]
received-line: Received June 14, 5.5 p.m.	[278, 1234, 379, 1245]
received-line: Received June 14, 9.50 p.m.	[491, 855, 597, 865]
paragraph: Michael Sheedy, quarry manager, deposed that he was employed in No. 2 tunnel. He lit a candle and was met by a flash of fire and badly burnt. He came down the ropes, went to the engine shed and was removed to the railway station, where a doctor attended him and sent him to Taihape Hospital. He was in No. 2 tunnel at 9 o'clock in the morning and everything appeared satisfactory. He could give no reason for the explosion. He had drawn Mr. Mandel's attention to the fact that naked lights were being used, and received a reply to the effect that he had ordered lamps, but those had not come. Candles were still used.	[1105, 787, 1316, 893]
sub-advance-lemberg: THE ADVANCE ON LEMBERG.	[449, 809, 639, 824]
column-in-the-west	[883, 54, 1094, 1932]
paragraph: Latest tidings from the southern front state that there is a temporary lull. The communique says that in view of the Austro-German troops at many places being withdrawn out of reach of our blows, our armies have recorded little increase of prisoners.	[439, 699, 649, 747]
headline-russian-strategy: RUSSIAN STRATEGY WINS	[55, 243, 395, 318]
advertisement-microbe: A MICROBE may have caused that Cough. SYKES'S CURA COUGH will kill the microbes. All stores, 1s 6d bottle.	[1105, 1124, 1316, 1148]
sub-forcing-belgians: FORCING BELGIANS.	[920, 276, 1056, 290]
headline-italians-position: ITALIANS' POSITION IMPROVING	[88, 333, 362, 394]
sub-avoid-submarines: TO AVOID SUBMARINES.	[275, 1093, 382, 1103]
section-parliament: PARLIAMENT.	[1327, 64, 1538, 82]
paragraph: The Russian offensive to the northward is violent. The eighth army, which advanced thirty miles in the direction of Kovel, will soon be in a position to smash the thrust of the troops beyond Tarnopol, and join them in advancing on Lemberg.	[439, 1065, 649, 1113]
headline-austrian-debacle: AN AUSTRIAN DEBACLE	[49, 195, 401, 228]
sub-papal-ship: A PAPAL SHIP.	[291, 1080, 366, 1093]
paragraph: "The Kitchener of common report, the embodiment of stark, careless efficiency, the relentless organiser of his own and his country's success, is no fable; but neither is he the whole man. He believes, indeed, with all the might of his simple, concentrated nature in the gospel of work and in its twin gospel of obedience; he has an illimitable self-confidence; for bungling and faint-heartedness he is incapable of feeling sympathy or showing mercy; an officer who fails him once gets no second chance.	[1549, 437, 1912, 485]
received-line: Times and Sydney Sun Services.	[705, 91, 827, 101]
paragraph: A youthful naval commander, destined to bear his late uncle's name, sat near the King.	[23, 1051, 220, 1071]
sub-memorial-service: MEMORIAL SERVICE AT ST. PAUL'S.	[45, 724, 198, 735]
sub-naval-battle: THE NAVAL BATTLE.	[272, 711, 384, 724]
cable-credit: By Cable—Press Association—Copyright.	[127, 449, 323, 462]
section-britain: BRITAIN.	[68, 690, 175, 715]
paragraph: The Telegraaf states that the Germans concentrated 120,000 men around Zonnebeke, Gheluvelt, and further south.	[883, 606, 1094, 635]
sub-inquest-adjourned: INQUEST AGAIN ADJOURNED.	[1145, 724, 1276, 734]
paragraph: If General Hindenburg intends moving from Riga to Dvinsk he is an uncommonly slow starter, but he is seriously handicapped by the withdrawal to the West of reserves, and by the High Sea Fleet's unlucky challenge in the North Sea, which removed the prospect of a Baltic blow, on which General Hindenburg's prospects are shelved. There is an indication that the forces are beginning to move in Germany, who is reaching a condition when she will strike anywhere and everywhere in the search for success.	[661, 272, 871, 359]
paragraph: Replies to questions included the following: The matter of providing for a wireless station at Rarotonga is under consideration; that it is not proposed to appoint inspectors of licences in the chief centres of the Dominion at the present time; instructions have been given that no more gun licences are to be issued to aliens, who are not naturalised; it is not proposed to amend the State Advances Act during the present session; that it is undesirable, and contrary to the general policy, to increase the Sunday train services.	[1327, 598, 1538, 685]
